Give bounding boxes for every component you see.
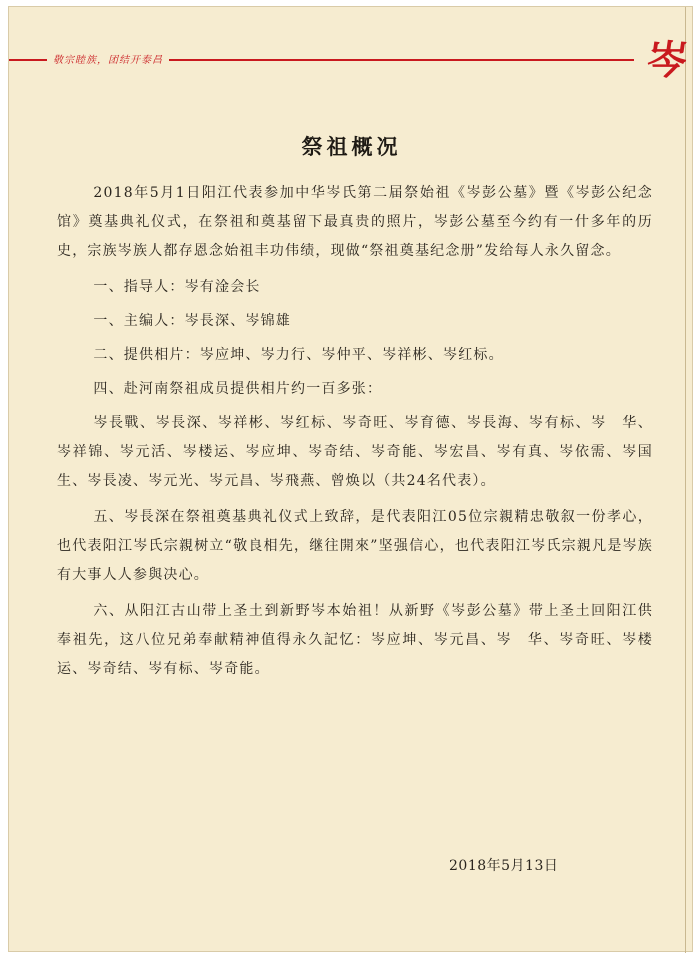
header-motto: 敬宗睦族，团结开泰昌 [47, 51, 169, 66]
document-body [57, 179, 653, 691]
document-date: 2018年5月13日 [449, 858, 559, 874]
speech-paragraph: 五、岑長深在祭祖奠基典礼仪式上致辞，是代表阳江05位宗親精忠敬叙一份孝心，也代表阳江岑氏宗親树立“敬良相先，继往開來”坚强信心，也代表阳江岑氏宗親凡是岑族有大事人人参與决心。 [57, 509, 653, 583]
list-item-editors: 一、主编人：岑長深、岑锦雄 [93, 313, 291, 329]
intro-paragraph: 2018年5月1日阳江代表参加中华岑氏第二届祭始祖《岑彭公墓》暨《岑彭公纪念馆》奠基典礼仪式，在祭祖和奠基留下最真贵的照片，岑彭公墓至今约有一什多年的历史，宗族岑族人都存恩念始祖丰功伟绩，现做“祭祖奠基纪念册”发给每人永久留念。 [57, 185, 653, 259]
list-item-photo-providers: 二、提供相片：岑应坤、岑力行、岑仲平、岑祥彬、岑红标。 [93, 347, 504, 363]
sacred-soil-paragraph: 六、从阳江古山带上圣土到新野岑本始祖！从新野《岑彭公墓》带上圣土回阳江供奉祖先，这八位兄弟奉献精神值得永久記忆：岑应坤、岑元昌、岑 华、岑奇旺、岑楼运、岑奇结、岑有标、岑奇能。 [57, 603, 653, 677]
member-names-paragraph: 岑長戰、岑長深、岑祥彬、岑红标、岑奇旺、岑育德、岑長海、岑有标、岑 华、岑祥锦、岑元活、岑楼运、岑应坤、岑奇结、岑奇能、岑宏昌、岑有真、岑依需、岑国生、岑長凌、岑元光、岑元昌、岑飛燕、曾焕以（共24名代表）。 [57, 415, 653, 489]
page-title: 祭祖概况 [301, 134, 402, 159]
document-page [8, 6, 693, 952]
list-item-henan-members: 四、赴河南祭祖成员提供相片约一百多张： [93, 381, 383, 397]
cen-logo: 岑 [643, 37, 691, 84]
list-item-advisor: 一、指导人：岑有淦会长 [93, 279, 261, 295]
